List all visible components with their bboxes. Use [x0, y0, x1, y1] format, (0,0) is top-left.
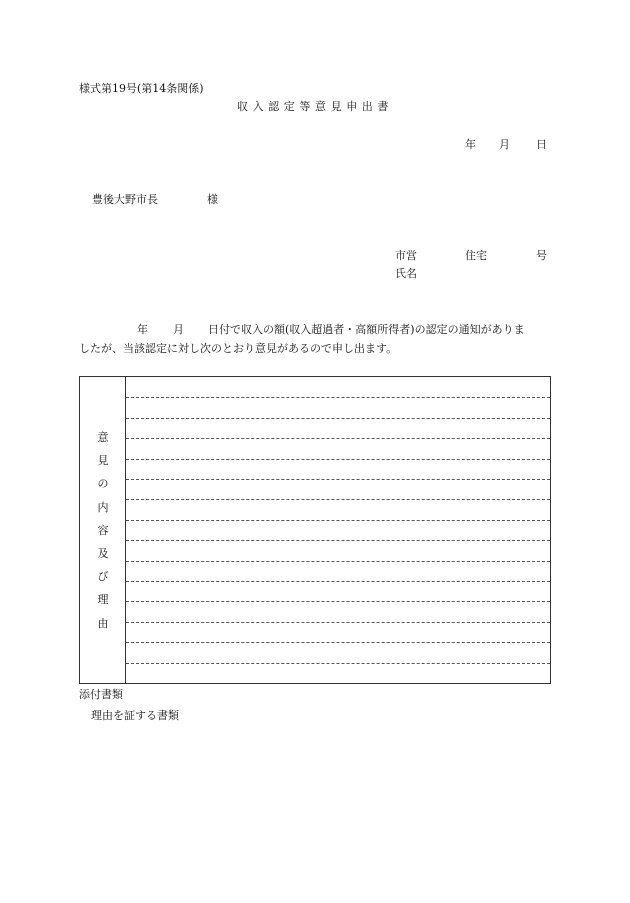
- attachment-item: 理由を証する書類: [91, 709, 179, 722]
- opinion-label-char: 見: [97, 454, 109, 467]
- writing-line: [126, 418, 550, 419]
- opinion-table: [79, 376, 551, 684]
- body-text-line-2: したが、当該認定に対し次のとおり意見があるので申し出ます。: [79, 342, 398, 355]
- attachments-heading: 添付書類: [79, 688, 123, 701]
- opinion-label-char: 由: [97, 617, 109, 630]
- opinion-label-char: 及: [97, 547, 109, 560]
- body-month-label: 月: [173, 323, 184, 336]
- writing-line: [126, 601, 550, 602]
- writing-line: [126, 499, 550, 500]
- honorific: 様: [207, 193, 218, 206]
- body-year-label: 年: [137, 323, 148, 336]
- opinion-label-char: 容: [97, 524, 109, 537]
- writing-line: [126, 397, 550, 398]
- opinion-label-char: 理: [97, 593, 109, 606]
- writing-line: [126, 438, 550, 439]
- writing-line: [126, 459, 550, 460]
- writing-line: [126, 540, 550, 541]
- date-month-label: 月: [499, 138, 510, 151]
- opinion-label-char: の: [97, 477, 109, 490]
- opinion-label-column: [80, 377, 126, 683]
- applicant-city-label: 市営: [395, 249, 417, 262]
- writing-line: [126, 561, 550, 562]
- writing-line: [126, 663, 550, 664]
- applicant-residence-label: 住宅: [465, 249, 487, 262]
- writing-line: [126, 520, 550, 521]
- body-text-line-1: 日付で収入の額(収入超過者・高額所得者)の認定の通知がありま: [208, 323, 525, 336]
- writing-line: [126, 581, 550, 582]
- opinion-label-char: 内: [97, 501, 109, 514]
- date-year-label: 年: [465, 138, 476, 151]
- opinion-label-char: 意: [97, 431, 109, 444]
- writing-line: [126, 479, 550, 480]
- writing-line: [126, 642, 550, 643]
- form-number: 様式第19号(第14条関係): [79, 82, 204, 95]
- date-day-label: 日: [536, 138, 547, 151]
- applicant-number-label: 号: [536, 249, 547, 262]
- addressee: 豊後大野市長: [92, 193, 158, 206]
- opinion-label-char: び: [97, 570, 109, 583]
- writing-line: [126, 622, 550, 623]
- applicant-name-label: 氏名: [395, 267, 417, 280]
- document-title: 収入認定等意見申出書: [237, 100, 393, 113]
